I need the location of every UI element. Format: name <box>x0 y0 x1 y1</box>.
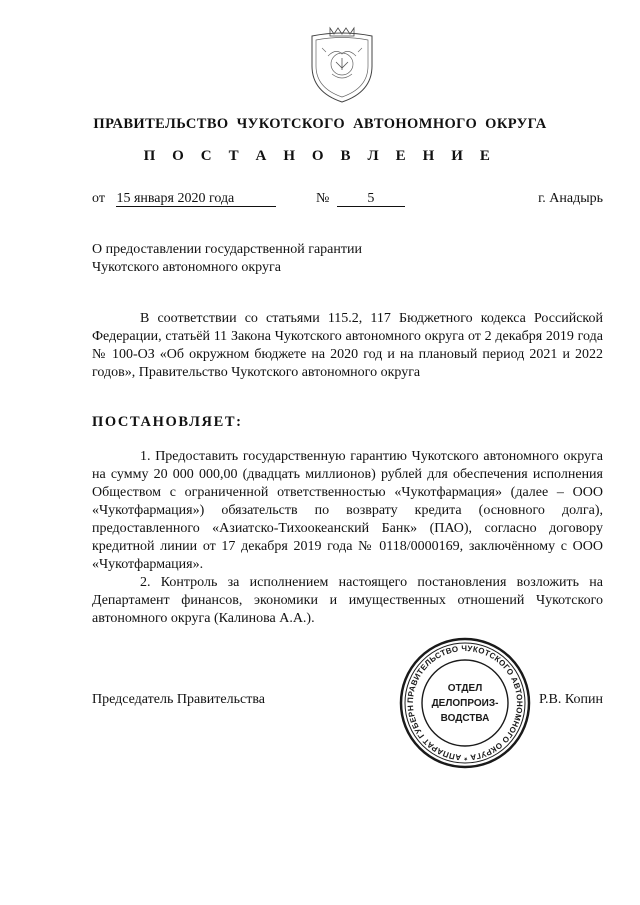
place: г. Анадырь <box>538 191 603 206</box>
preamble: В соответствии со статьями 115.2, 117 Бюджетного кодекса Российской Федерации, статьёй 11 Закона Чукотского автономного округа от 2 декабря 2019 года № 100-ОЗ «Об окружном бюджете на 2020 год и на плановый период 2021 и 2022 годов», Правительство Чукотского автономного округа <box>92 311 603 380</box>
stamp-line: ОТДЕЛ <box>447 683 483 694</box>
stamp-ring-text: ПРАВИТЕЛЬСТВО ЧУКОТСКОГО АВТОНОМНОГО ОКРУГА * АППАРАТ ГУБЕРН <box>405 643 525 763</box>
number-field <box>316 190 405 208</box>
date-field <box>92 190 276 208</box>
stamp-line: ВОДСТВА <box>440 713 490 724</box>
document-subject <box>92 241 362 277</box>
date-value: 15 января 2020 года <box>116 191 276 207</box>
signatory-name: Р.В. Копин <box>539 692 603 707</box>
resolves-heading: ПОСТАНОВЛЯЕТ: <box>92 414 243 430</box>
number-value: 5 <box>337 191 405 207</box>
signatory-role: Председатель Правительства <box>92 692 265 707</box>
clause-1: 1. Предоставить государственную гарантию Чукотского автономного округа на сумму 20 000 000,00 (двадцать миллионов) рублей для обеспечения исполнения Обществом с ограниченной ответственностью «Чукотфармация» (далее – ООО «Чукотфармация») обязательств по возврату кредита (основного долга), предоставленного «Азиатско-Тихоокеанский Банк» (ПАО), согласно договору кредитной линии от 17 декабря 2019 года № 0118/0000169, заключённому с ООО «Чукотфармация». <box>92 449 603 572</box>
office-stamp <box>398 636 532 770</box>
stamp-line: ДЕЛОПРОИЗ- <box>431 698 499 709</box>
clause-2: 2. Контроль за исполнением настоящего постановления возложить на Департамент финансов, экономики и имущественных отношений Чукотского автономного округа (Калинова А.А.). <box>92 575 603 626</box>
coat-of-arms-icon <box>306 22 378 106</box>
number-prefix: № <box>316 191 330 206</box>
subject-line: Чукотского автономного округа <box>92 260 281 275</box>
date-prefix: от <box>92 191 105 206</box>
subject-line: О предоставлении государственной гарантии <box>92 242 362 257</box>
organization-title: ПРАВИТЕЛЬСТВО ЧУКОТСКОГО АВТОНОМНОГО ОКРУГА <box>93 116 547 132</box>
document-type: П О С Т А Н О В Л Е Н И Е <box>143 148 497 164</box>
